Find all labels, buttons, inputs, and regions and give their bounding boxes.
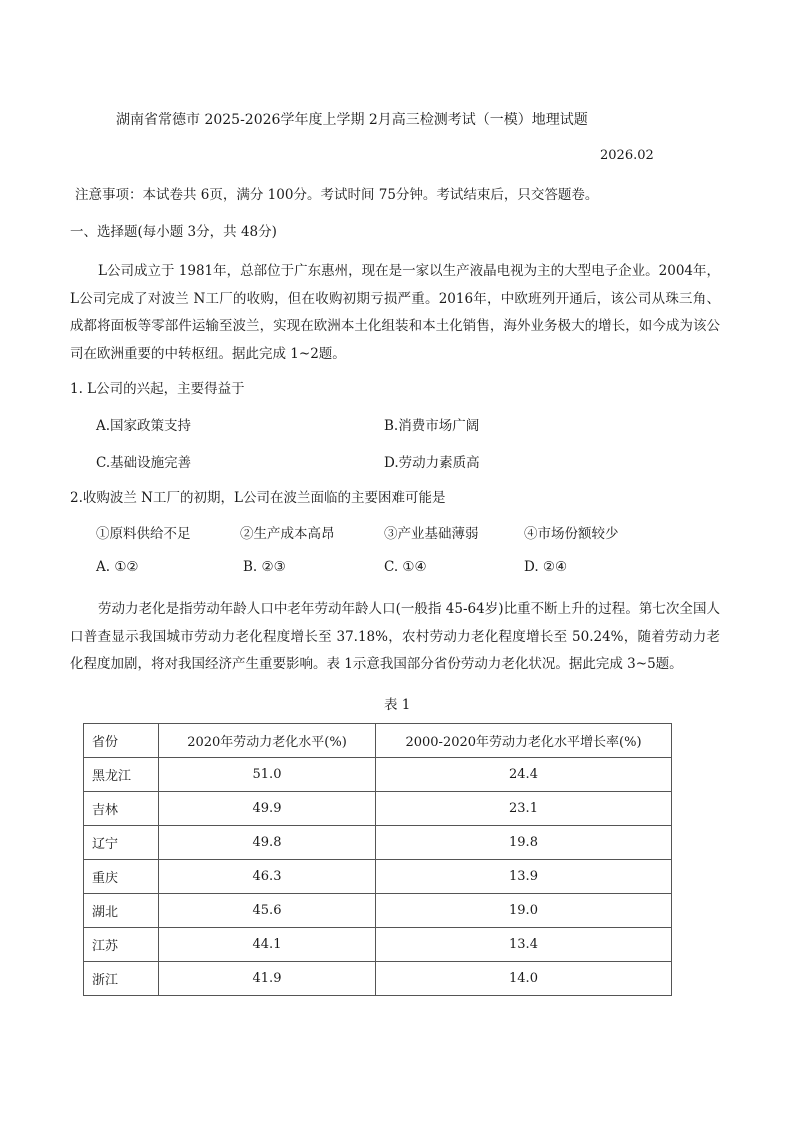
- labor-aging-table: [83, 723, 672, 996]
- question-1-stem: 1. L公司的兴起，主要得益于: [70, 381, 245, 397]
- table-cell-growth-rate: 13.9: [376, 860, 672, 894]
- table-cell-aging-level: 41.9: [159, 962, 376, 996]
- exam-notice: 注意事项：本试卷共 6页，满分 100分。考试时间 75分钟。考试结束后，只交答题卷。: [75, 187, 599, 203]
- table-cell-aging-level: 45.6: [159, 894, 376, 928]
- question-1-option-d: D.劳动力素质高: [384, 455, 480, 471]
- exam-date: 2026.02: [600, 148, 654, 163]
- passage-2: 劳动力老化是指劳动年龄人口中老年劳动年龄人口(一般指 45-64岁)比重不断上升的过程。第七次全国人口普查显示我国城市劳动力老化程度增长至 37.18%，农村劳动力老化程度增长至 50.24%，随着劳动力老化程度加剧，将对我国经济产生重要影响。表 1示意我国部分省份劳动力老化状况。据此完成 3~5题。: [70, 601, 720, 672]
- table-caption: 表 1: [384, 697, 411, 713]
- table-cell-aging-level: 49.8: [159, 826, 376, 860]
- table-row: [84, 860, 672, 894]
- column-header-growth-rate: 2000-2020年劳动力老化水平增长率(%): [376, 724, 672, 758]
- section-title: 一、选择题(每小题 3分，共 48分): [70, 224, 277, 240]
- table-cell-province: 重庆: [84, 860, 159, 894]
- question-1-option-c: C.基础设施完善: [96, 455, 192, 471]
- table-cell-growth-rate: 23.1: [376, 792, 672, 826]
- table-cell-growth-rate: 19.0: [376, 894, 672, 928]
- table-cell-growth-rate: 19.8: [376, 826, 672, 860]
- table-cell-growth-rate: 24.4: [376, 758, 672, 792]
- table-row: [84, 758, 672, 792]
- table-row: [84, 826, 672, 860]
- question-2-option-c: C. ①④: [384, 559, 427, 575]
- table-cell-province: 吉林: [84, 792, 159, 826]
- table-cell-province: 湖北: [84, 894, 159, 928]
- table-row: [84, 792, 672, 826]
- question-2-option-b: B. ②③: [243, 559, 286, 575]
- question-2-stem: 2.收购波兰 N工厂的初期，L公司在波兰面临的主要困难可能是: [70, 490, 446, 506]
- question-2-statement-4: ④市场份额较少: [524, 526, 619, 542]
- table-cell-province: 江苏: [84, 928, 159, 962]
- table-cell-growth-rate: 14.0: [376, 962, 672, 996]
- exam-title: 湖南省常德市 2025-2026学年度上学期 2月高三检测考试（一模）地理试题: [116, 112, 588, 128]
- table-cell-aging-level: 51.0: [159, 758, 376, 792]
- table-cell-aging-level: 46.3: [159, 860, 376, 894]
- table-cell-province: 浙江: [84, 962, 159, 996]
- question-1-option-a: A.国家政策支持: [96, 418, 192, 434]
- question-2-statement-1: ①原料供给不足: [96, 526, 191, 542]
- table-row: [84, 894, 672, 928]
- table-cell-province: 黑龙江: [84, 758, 159, 792]
- table-cell-aging-level: 49.9: [159, 792, 376, 826]
- question-2-option-d: D. ②④: [524, 559, 568, 575]
- question-1-option-b: B.消费市场广阔: [384, 418, 480, 434]
- passage-1: L公司成立于 1981年，总部位于广东惠州，现在是一家以生产液晶电视为主的大型电子企业。2004年，L公司完成了对波兰 N工厂的收购，但在收购初期亏损严重。2016年，中欧班列开通后，该公司从珠三角、成都将面板等零部件运输至波兰，实现在欧洲本土化组装和本土化销售，海外业务极大的增长，如今成为该公司在欧洲重要的中转枢纽。据此完成 1~2题。: [70, 263, 720, 362]
- question-2-option-a: A. ①②: [96, 559, 139, 575]
- question-2-statement-2: ②生产成本高昂: [240, 526, 335, 542]
- table-row: [84, 962, 672, 996]
- table-cell-growth-rate: 13.4: [376, 928, 672, 962]
- column-header-aging-level: 2020年劳动力老化水平(%): [159, 724, 376, 758]
- table-cell-aging-level: 44.1: [159, 928, 376, 962]
- table-cell-province: 辽宁: [84, 826, 159, 860]
- table-row: [84, 928, 672, 962]
- column-header-province: 省份: [84, 724, 159, 758]
- question-2-statement-3: ③产业基础薄弱: [384, 526, 479, 542]
- table-header-row: [84, 724, 672, 758]
